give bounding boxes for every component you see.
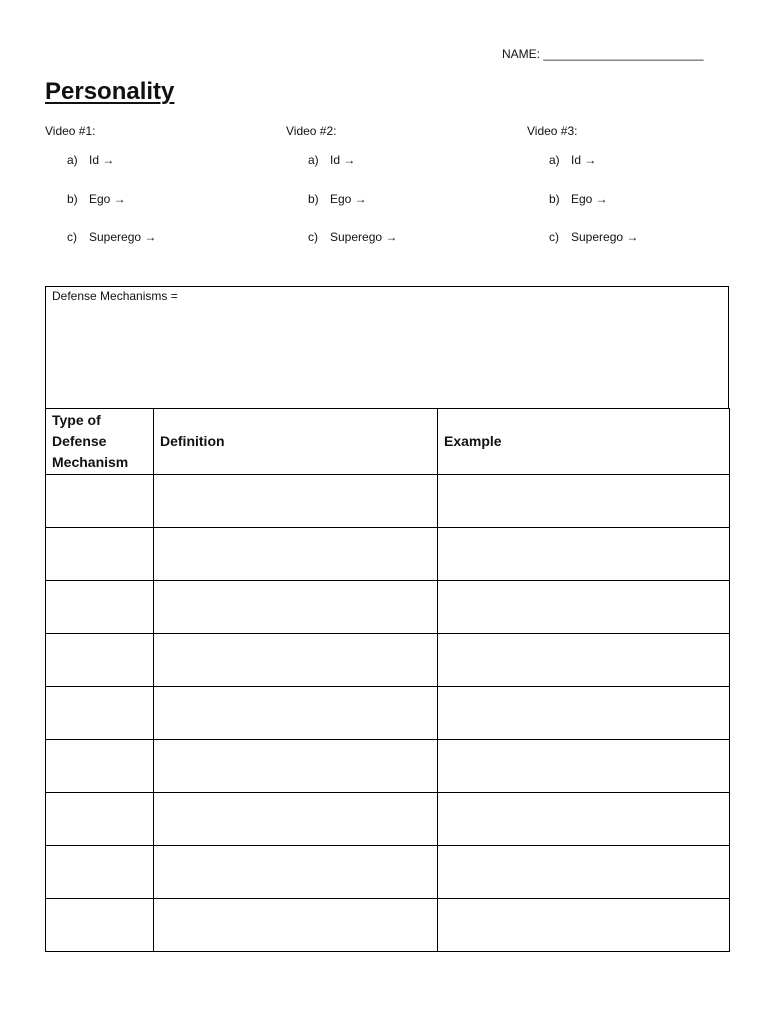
table-row	[46, 581, 730, 634]
table-row	[46, 740, 730, 793]
table-row	[46, 634, 730, 687]
item-text: Ego →	[89, 192, 126, 206]
item-text: Superego →	[571, 230, 639, 244]
item-letter: a)	[308, 153, 319, 167]
item-letter: c)	[308, 230, 318, 244]
item-text: Ego →	[571, 192, 608, 206]
item-letter: a)	[67, 153, 78, 167]
type-cell[interactable]	[46, 899, 154, 952]
definition-cell[interactable]	[154, 687, 438, 740]
table-row	[46, 793, 730, 846]
item-letter: c)	[549, 230, 559, 244]
video-2-item-superego[interactable]	[308, 230, 397, 244]
defense-mechanisms-table	[45, 408, 730, 952]
header-definition: Definition	[154, 409, 438, 475]
example-cell[interactable]	[438, 740, 730, 793]
video-3-item-ego[interactable]	[549, 192, 608, 206]
video-2-item-id[interactable]	[308, 153, 355, 167]
table-header-row	[46, 409, 730, 475]
video-1-label: Video #1:	[45, 124, 96, 138]
video-1-item-id[interactable]	[67, 153, 114, 167]
item-text: Ego →	[330, 192, 367, 206]
video-3-item-id[interactable]	[549, 153, 596, 167]
definition-cell[interactable]	[154, 475, 438, 528]
type-cell[interactable]	[46, 634, 154, 687]
defense-mechanisms-box[interactable]	[45, 286, 729, 409]
video-2-item-ego[interactable]	[308, 192, 367, 206]
item-text: Superego →	[89, 230, 157, 244]
table-body	[46, 475, 730, 952]
item-letter: b)	[67, 192, 78, 206]
item-text: Id →	[89, 153, 115, 167]
definition-cell[interactable]	[154, 899, 438, 952]
table-row	[46, 475, 730, 528]
item-letter: b)	[308, 192, 319, 206]
item-text: Superego →	[330, 230, 398, 244]
table-row	[46, 899, 730, 952]
type-cell[interactable]	[46, 687, 154, 740]
type-cell[interactable]	[46, 793, 154, 846]
definition-cell[interactable]	[154, 793, 438, 846]
item-text: Id →	[571, 153, 597, 167]
example-cell[interactable]	[438, 475, 730, 528]
video-3-label: Video #3:	[527, 124, 578, 138]
definition-cell[interactable]	[154, 528, 438, 581]
header-type: Type of Defense Mechanism	[46, 409, 154, 475]
defense-mechanisms-label: Defense Mechanisms =	[52, 289, 178, 303]
example-cell[interactable]	[438, 846, 730, 899]
item-letter: a)	[549, 153, 560, 167]
type-cell[interactable]	[46, 846, 154, 899]
item-letter: b)	[549, 192, 560, 206]
example-cell[interactable]	[438, 634, 730, 687]
definition-cell[interactable]	[154, 846, 438, 899]
video-2-label: Video #2:	[286, 124, 337, 138]
table-row	[46, 846, 730, 899]
name-field[interactable]: NAME: ________________________	[502, 47, 704, 61]
definition-cell[interactable]	[154, 634, 438, 687]
example-cell[interactable]	[438, 687, 730, 740]
item-text: Id →	[330, 153, 356, 167]
video-3-item-superego[interactable]	[549, 230, 638, 244]
example-cell[interactable]	[438, 793, 730, 846]
header-example: Example	[438, 409, 730, 475]
type-cell[interactable]	[46, 581, 154, 634]
table-row	[46, 687, 730, 740]
table-row	[46, 528, 730, 581]
example-cell[interactable]	[438, 528, 730, 581]
type-cell[interactable]	[46, 475, 154, 528]
definition-cell[interactable]	[154, 581, 438, 634]
example-cell[interactable]	[438, 899, 730, 952]
definition-cell[interactable]	[154, 740, 438, 793]
item-letter: c)	[67, 230, 77, 244]
type-cell[interactable]	[46, 740, 154, 793]
example-cell[interactable]	[438, 581, 730, 634]
video-1-item-ego[interactable]	[67, 192, 126, 206]
video-1-item-superego[interactable]	[67, 230, 156, 244]
page-title: Personality	[45, 78, 175, 105]
type-cell[interactable]	[46, 528, 154, 581]
